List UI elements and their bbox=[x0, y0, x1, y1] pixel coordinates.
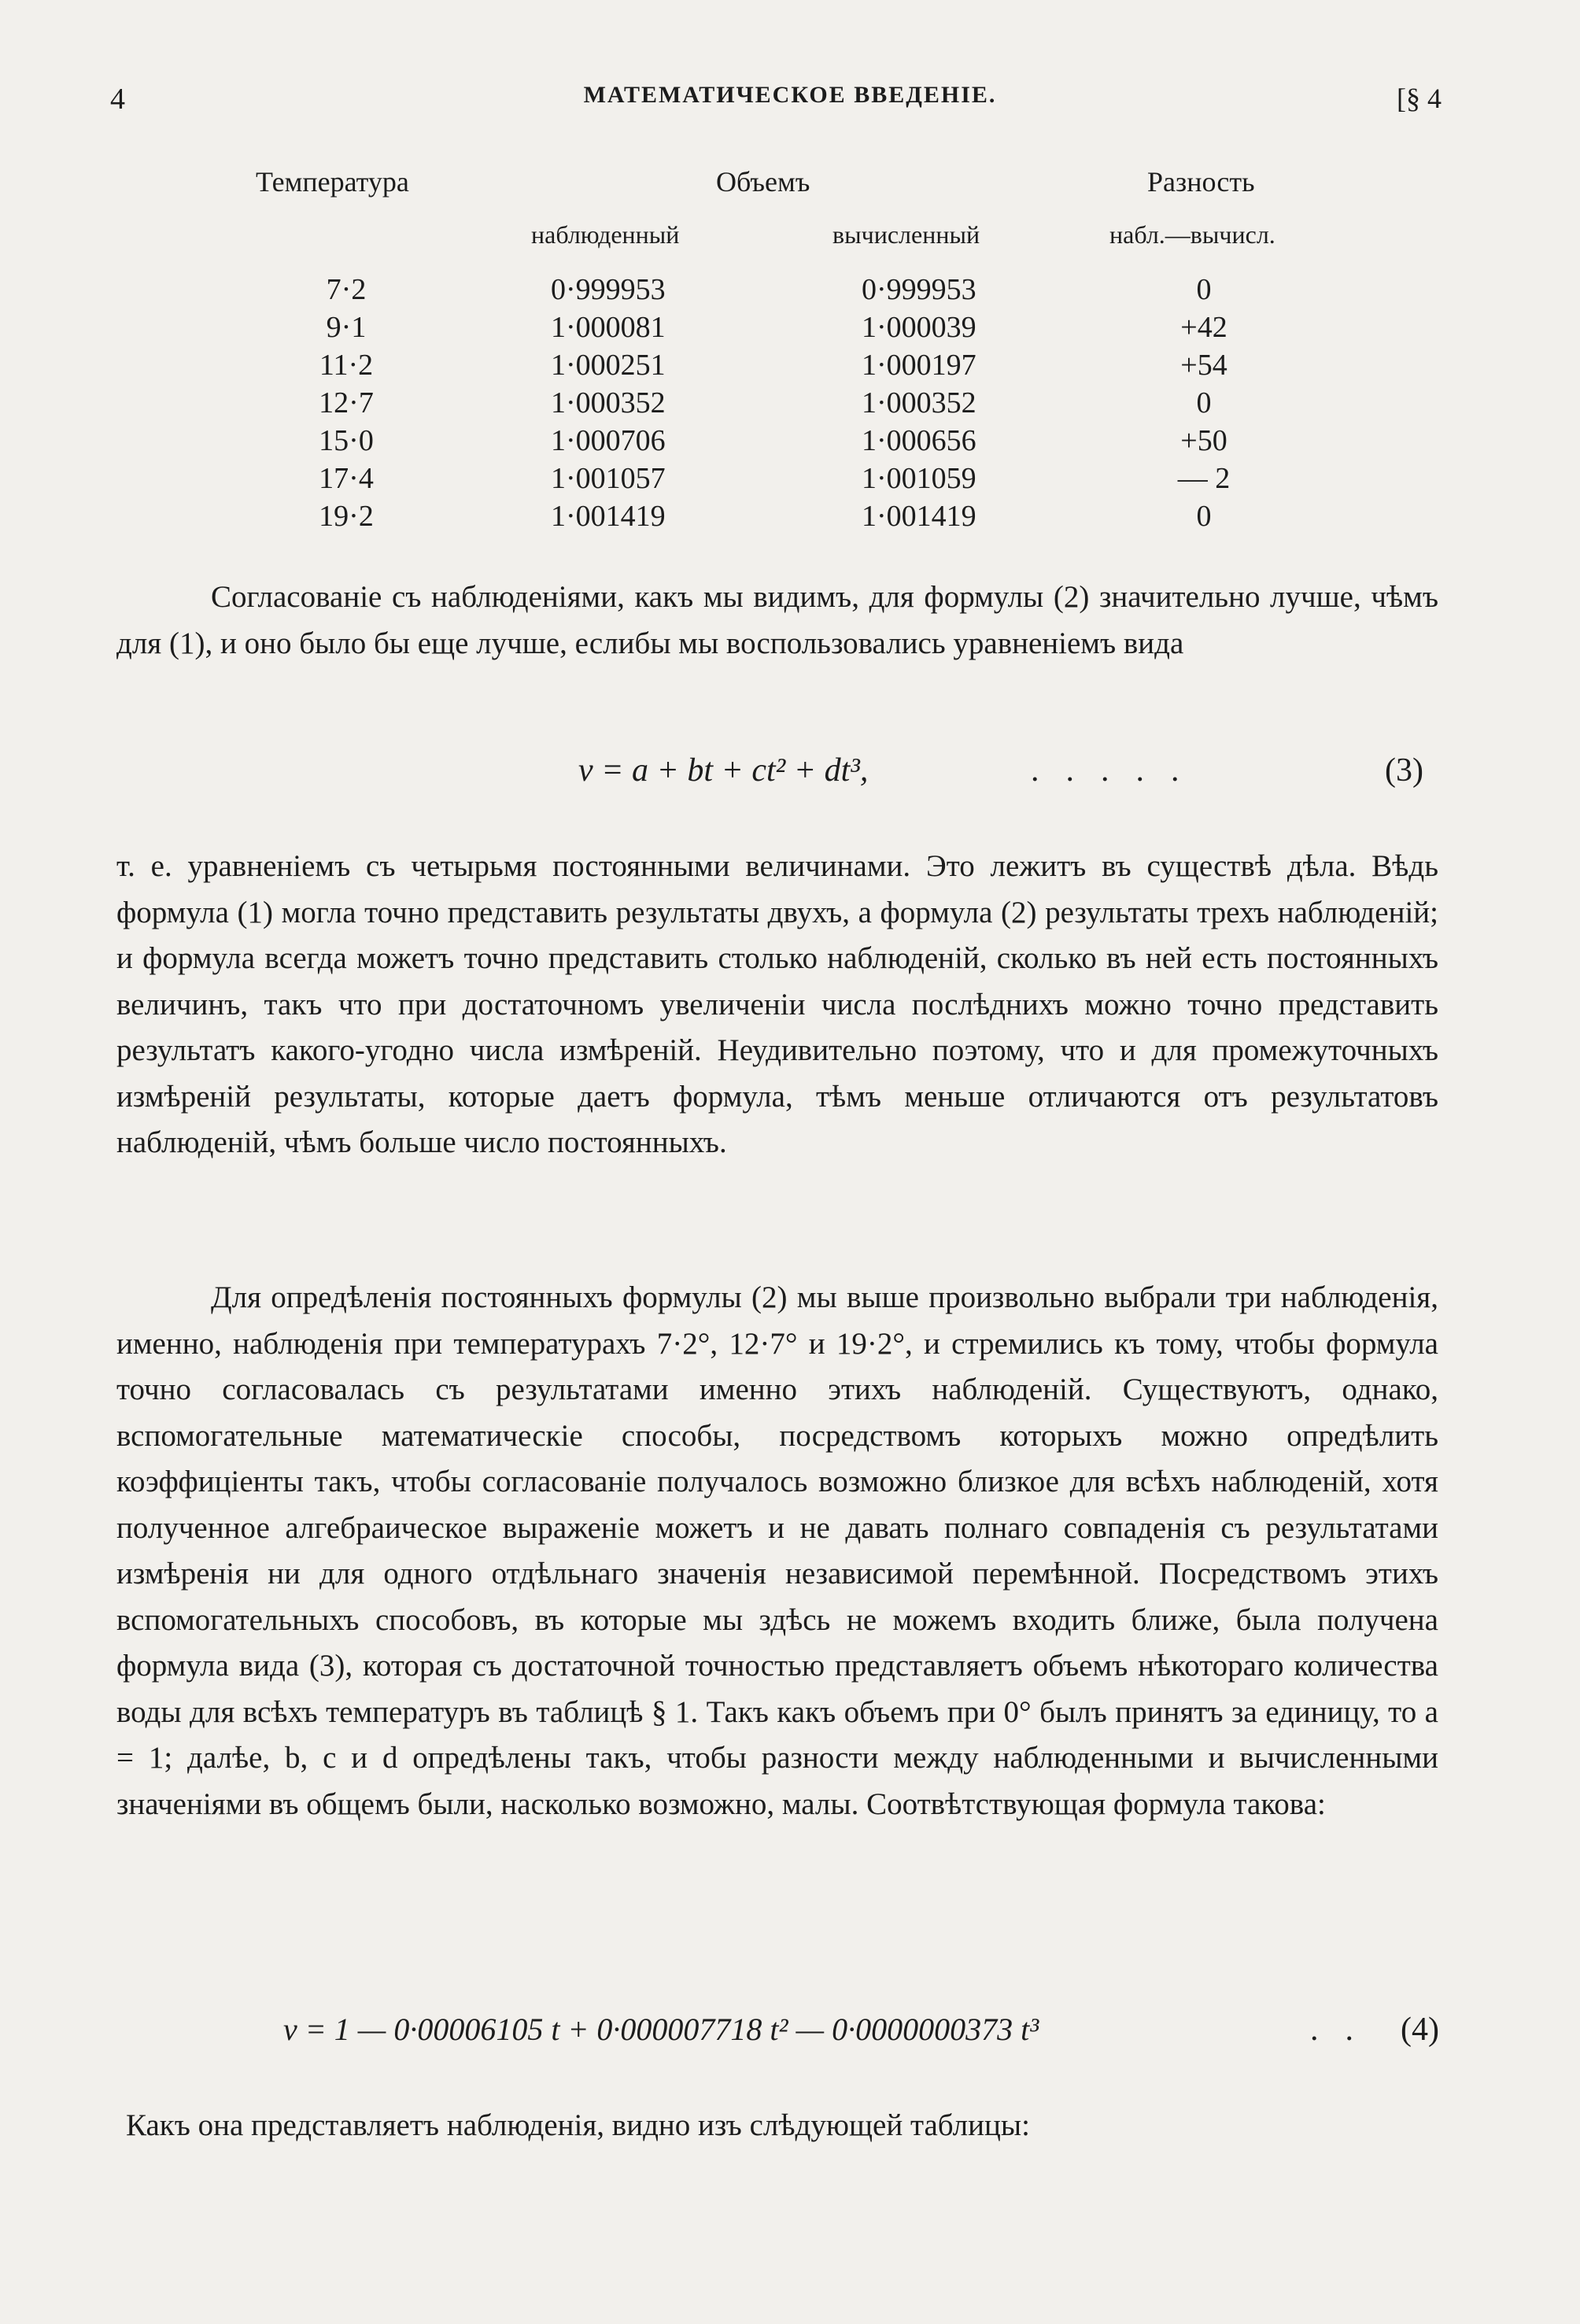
table-row bbox=[0, 272, 1580, 310]
formula-leader-dots: ..... bbox=[1031, 752, 1206, 789]
paragraph-text: Для опредѣленія постоянныхъ формулы (2) мы выше произвольно выбрали три наблюденія, именно, наблюденія при температурахъ 7·2°, 12·7° и 19·2°, и стремились къ тому, чтобы формула точно согласовалась съ результатами именно этихъ наблюденій. Существуютъ, однако, вспомогательные математическіе способы, посредствомъ которыхъ можно опредѣлить коэффиціенты такъ, чтобы согласованіе получалось возможно близкое для всѣхъ наблюденій, хотя полученное алгебраическое выраженіе можетъ и не давать полнаго совпаденія съ результатами измѣренія ни для одного отдѣльнаго значенія независимой перемѣнной. Посредствомъ этихъ вспомогательныхъ способовъ, въ которые мы здѣсь не можемъ входить ближе, была получена формула вида (3), которая съ достаточной точностью представляетъ объемъ нѣкотораго количества воды для всѣхъ температуръ въ таблицѣ § 1. Такъ какъ объемъ при 0° былъ принятъ за единицу, то a = 1; далѣе, b, c и d опредѣлены такъ, чтобы разности между наблюденными и вычисленными значеніями въ общемъ были, насколько возможно, малы. Соотвѣтствующая формула такова: bbox=[116, 1280, 1438, 1821]
cell-observed: 1·000081 bbox=[551, 311, 666, 344]
formula-leader-dots: .. bbox=[1310, 2012, 1380, 2048]
cell-computed: 1·000197 bbox=[862, 349, 976, 382]
header-volume: Объемъ bbox=[716, 166, 810, 198]
subheader-computed: вычисленный bbox=[832, 220, 980, 249]
cell-computed: 1·000039 bbox=[862, 311, 976, 344]
cell-temp: 11·2 bbox=[319, 349, 374, 382]
closing-line: Какъ она представляетъ наблюденія, видно изъ слѣдующей таблицы: bbox=[126, 2108, 1030, 2142]
formula-expression: v = a + bt + ct² + dt³, bbox=[578, 752, 869, 789]
cell-observed: 1·000352 bbox=[551, 386, 666, 419]
table-row bbox=[0, 348, 1580, 386]
table-row bbox=[0, 499, 1580, 537]
cell-diff: +50 bbox=[1180, 424, 1227, 457]
section-marker: [§ 4 bbox=[1397, 83, 1442, 114]
cell-computed: 1·001059 bbox=[862, 462, 976, 495]
cell-computed: 1·001419 bbox=[862, 500, 976, 533]
cell-temp: 19·2 bbox=[319, 500, 374, 533]
cell-diff: 0 bbox=[1196, 386, 1212, 419]
header-temperature: Температура bbox=[256, 166, 409, 198]
cell-observed: 0·999953 bbox=[551, 273, 666, 306]
cell-temp: 17·4 bbox=[319, 462, 374, 495]
running-header bbox=[0, 82, 1580, 121]
paragraph-agreement bbox=[116, 575, 1438, 667]
paragraph-text: т. е. уравненіемъ съ четырьмя постоянными величинами. Это лежитъ въ существѣ дѣла. Вѣдь формула (1) могла точно представить результаты двухъ, а формула (2) результаты трехъ наблюденій; и формула всегда можетъ точно представить столько наблюденій, сколько въ ней есть постоянныхъ величинъ, такъ что при достаточномъ увеличеніи числа послѣднихъ можно точно представить результатъ какого-угодно числа измѣреній. Неудивительно поэтому, что и для промежуточныхъ измѣреній результаты, которые даетъ формула, тѣмъ меньше отличаются отъ результатовъ наблюденій, чѣмъ больше число постоянныхъ. bbox=[116, 849, 1438, 1159]
cell-computed: 1·000352 bbox=[862, 386, 976, 419]
formula-number: (4) bbox=[1401, 2012, 1439, 2048]
subheader-diff: набл.—вычисл. bbox=[1109, 220, 1275, 249]
cell-temp: 7·2 bbox=[326, 273, 367, 306]
running-title: МАТЕМАТИЧЕСКОЕ ВВЕДЕНІЕ. bbox=[583, 82, 997, 108]
cell-computed: 0·999953 bbox=[862, 273, 976, 306]
paragraph-method bbox=[116, 1275, 1438, 1827]
cell-diff: +54 bbox=[1180, 349, 1227, 382]
cell-diff: 0 bbox=[1196, 273, 1212, 306]
cell-diff: — 2 bbox=[1177, 462, 1231, 495]
table-row bbox=[0, 423, 1580, 461]
cell-observed: 1·000706 bbox=[551, 424, 666, 457]
cell-observed: 1·001057 bbox=[551, 462, 666, 495]
table-row bbox=[0, 461, 1580, 499]
cell-temp: 12·7 bbox=[319, 386, 374, 419]
page-number: 4 bbox=[110, 83, 125, 116]
cell-diff: +42 bbox=[1180, 311, 1227, 344]
cell-diff: 0 bbox=[1196, 500, 1212, 533]
cell-temp: 15·0 bbox=[319, 424, 374, 457]
cell-temp: 9·1 bbox=[326, 311, 367, 344]
paragraph-text: Согласованіе съ наблюденіями, какъ мы видимъ, для формулы (2) значительно лучше, чѣмъ для (1), и оно было бы еще лучше, еслибы мы воспользовались уравненіемъ вида bbox=[116, 580, 1438, 660]
header-difference: Разность bbox=[1147, 166, 1255, 198]
table-row bbox=[0, 386, 1580, 423]
cell-observed: 1·000251 bbox=[551, 349, 666, 382]
cell-observed: 1·001419 bbox=[551, 500, 666, 533]
cell-computed: 1·000656 bbox=[862, 424, 976, 457]
paragraph-constants bbox=[116, 844, 1438, 1166]
formula-expression: v = 1 — 0·00006105 t + 0·000007718 t² — 0·0000000373 t³ bbox=[283, 2012, 1039, 2047]
formula-number: (3) bbox=[1385, 752, 1423, 789]
subheader-observed: наблюденный bbox=[531, 220, 680, 249]
table-row bbox=[0, 310, 1580, 348]
